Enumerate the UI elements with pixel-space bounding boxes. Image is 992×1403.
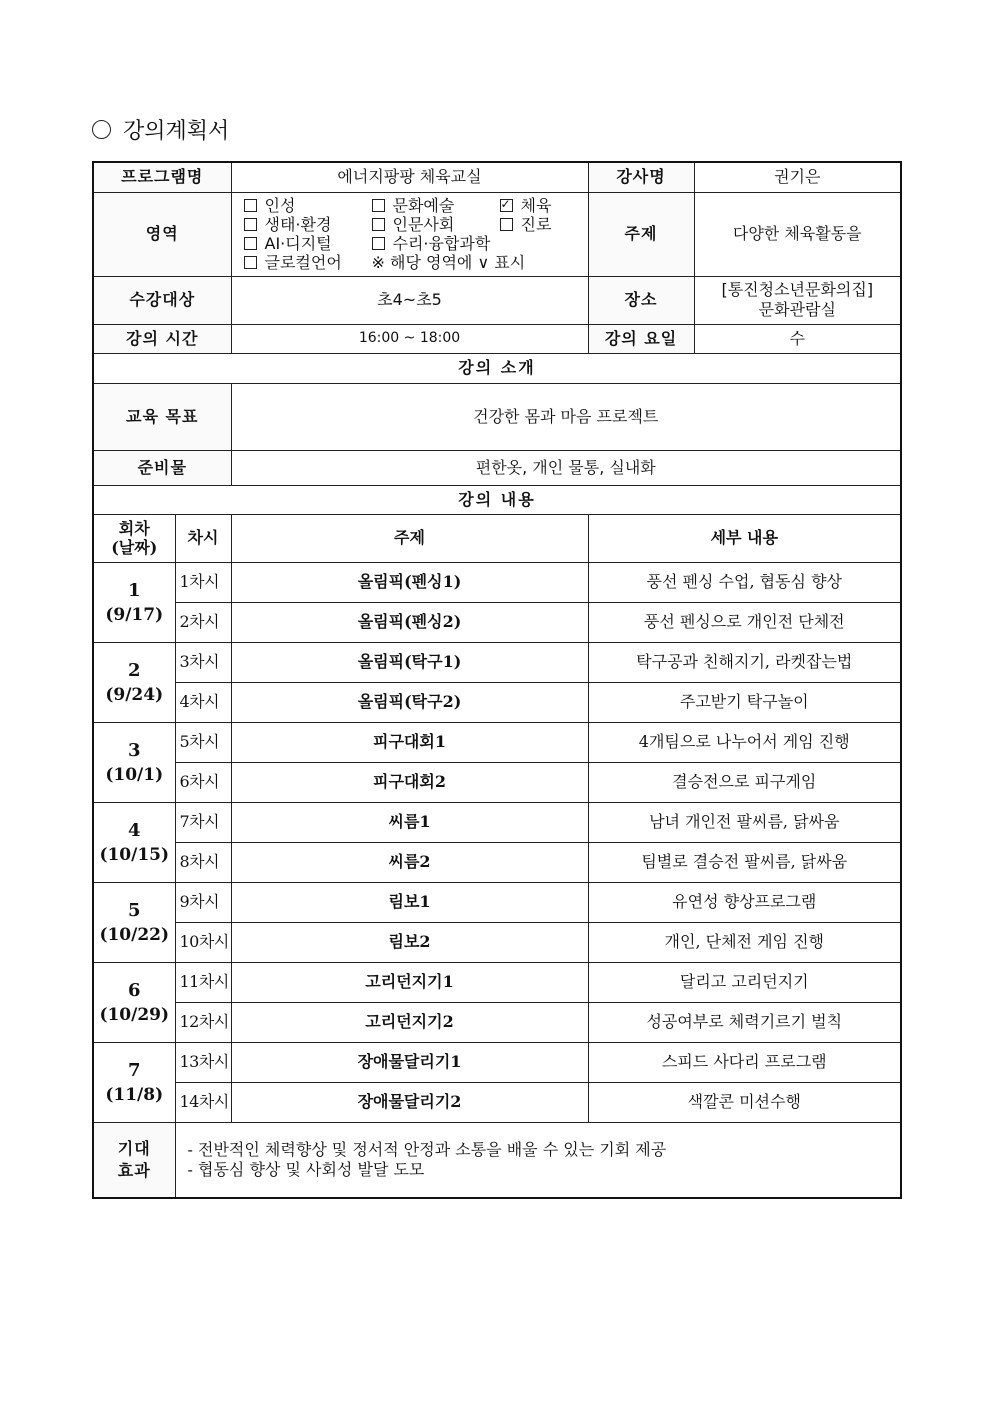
time-value: 16:00 ~ 18:00 [231,324,588,353]
area-option[interactable]: 생태·환경 [244,215,372,234]
detail-cell: 유연성 향상프로그램 [588,882,901,922]
session-number: 7 [127,1060,141,1082]
table-row [93,1002,901,1042]
topic-cell: 올림픽(탁구2) [231,682,588,722]
place-line: 문화관람실 [758,300,836,319]
effect-item: - 협동심 향상 및 사회성 발달 도모 [187,1159,425,1179]
day-label: 강의 요일 [588,324,694,353]
detail-cell: 스피드 사다리 프로그램 [588,1042,901,1082]
subject-value: 다양한 체육활동을 [694,192,901,276]
order-cell: 11차시 [175,962,231,1002]
table-row [93,882,901,922]
order-cell: 9차시 [175,882,231,922]
session-number: 3 [127,740,141,762]
session-date: (10/1) [105,765,164,786]
order-cell: 7차시 [175,802,231,842]
detail-cell: 풍선 펜싱으로 개인전 단체전 [588,602,901,642]
table-row [93,922,901,962]
supplies-value: 편한옷, 개인 물통, 실내화 [231,450,901,485]
program-name-value: 에너지팡팡 체육교실 [231,162,588,192]
program-name-label: 프로그램명 [93,162,231,192]
content-section-header: 강의 내용 [93,485,901,514]
topic-cell: 올림픽(펜싱1) [231,562,588,602]
intro-section-header: 강의 소개 [93,353,901,383]
area-option[interactable]: 문화예술 [372,196,500,215]
order-cell: 12차시 [175,1002,231,1042]
area-option[interactable]: 인문사회 [372,215,500,234]
area-options [231,192,588,276]
session-date: (10/29) [99,1005,170,1026]
order-cell: 4차시 [175,682,231,722]
topic-cell: 올림픽(펜싱2) [231,602,588,642]
area-option[interactable]: ✓ 체육 [500,196,552,215]
session-number: 5 [127,900,141,922]
effect-item: - 전반적인 체력향상 및 정서적 안정과 소통을 배울 수 있는 기회 제공 [187,1139,667,1159]
order-cell: 5차시 [175,722,231,762]
place-value [694,276,901,324]
place-label: 장소 [588,276,694,324]
area-option[interactable]: 글로컬언어 [244,253,372,272]
table-row [93,642,901,682]
supplies-label: 준비물 [93,450,231,485]
topic-cell: 씨름1 [231,802,588,842]
detail-cell: 탁구공과 친해지기, 라켓잡는법 [588,642,901,682]
session-date: (10/15) [99,845,170,866]
detail-cell: 개인, 단체전 게임 진행 [588,922,901,962]
session-cell [93,722,175,802]
session-cell [93,802,175,882]
detail-cell: 4개팀으로 나누어서 게임 진행 [588,722,901,762]
detail-cell: 색깔콘 미션수행 [588,1082,901,1122]
session-date: (9/24) [105,685,164,706]
checkbox-icon [244,199,257,212]
checkbox-icon [244,218,257,231]
area-option[interactable]: 수리·융합과학 [372,234,491,253]
effect-label: 기대 효과 [93,1122,175,1198]
time-label: 강의 시간 [93,324,231,353]
detail-cell: 팀별로 결승전 팔씨름, 닭싸움 [588,842,901,882]
table-row [93,682,901,722]
checkbox-icon [372,218,385,231]
target-value: 초4~초5 [231,276,588,324]
table-row [93,762,901,802]
area-option[interactable]: 인성 [244,196,372,215]
detail-cell: 남녀 개인전 팔씨름, 닭싸움 [588,802,901,842]
detail-cell: 성공여부로 체력기르기 벌칙 [588,1002,901,1042]
area-option[interactable]: 진로 [500,215,552,234]
order-cell: 13차시 [175,1042,231,1082]
target-label: 수강대상 [93,276,231,324]
instructor-value: 권기은 [694,162,901,192]
table-row [93,842,901,882]
detail-column-header: 세부 내용 [588,514,901,562]
topic-cell: 피구대회2 [231,762,588,802]
order-cell: 14차시 [175,1082,231,1122]
topic-cell: 고리던지기2 [231,1002,588,1042]
session-number: 4 [127,820,141,842]
goal-label: 교육 목표 [93,383,231,450]
title-text: 강의계획서 [123,119,230,144]
lecture-plan-table [92,161,902,1199]
order-cell: 10차시 [175,922,231,962]
document-title [92,114,229,145]
table-row [93,1042,901,1082]
table-row [93,562,901,602]
day-value: 수 [694,324,901,353]
order-cell: 1차시 [175,562,231,602]
topic-column-header: 주제 [231,514,588,562]
session-date: (9/17) [105,605,164,626]
order-cell: 6차시 [175,762,231,802]
topic-cell: 장애물달리기1 [231,1042,588,1082]
goal-value: 건강한 몸과 마음 프로젝트 [231,383,901,450]
table-row [93,1082,901,1122]
table-row [93,802,901,842]
order-cell: 2차시 [175,602,231,642]
session-number: 6 [127,980,141,1002]
session-cell [93,642,175,722]
area-note: ※ 해당 영역에 ∨ 표시 [371,253,526,272]
checkbox-icon [244,237,257,250]
session-cell [93,1042,175,1122]
order-cell: 8차시 [175,842,231,882]
instructor-label: 강사명 [588,162,694,192]
checkbox-icon [372,199,385,212]
checkbox-icon [244,256,257,269]
topic-cell: 고리던지기1 [231,962,588,1002]
topic-cell: 올림픽(탁구1) [231,642,588,682]
topic-cell: 피구대회1 [231,722,588,762]
order-column-header: 차시 [175,514,231,562]
order-cell: 3차시 [175,642,231,682]
checkbox-icon [500,218,513,231]
area-label: 영역 [93,192,231,276]
topic-cell: 림보1 [231,882,588,922]
checked-checkbox-icon [500,199,513,212]
table-row [93,962,901,1002]
session-number: 1 [127,580,141,602]
place-line: [통진청소년문화의집] [721,280,874,299]
session-cell [93,882,175,962]
checkbox-icon [372,237,385,250]
topic-cell: 림보2 [231,922,588,962]
detail-cell: 결승전으로 피구게임 [588,762,901,802]
detail-cell: 풍선 펜싱 수업, 협동심 향상 [588,562,901,602]
topic-cell: 장애물달리기2 [231,1082,588,1122]
detail-cell: 주고받기 탁구놀이 [588,682,901,722]
area-option[interactable]: AI·디지털 [244,234,372,253]
session-column-header: 회차 (날짜) [93,514,175,562]
circle-icon [92,120,111,139]
table-row [93,602,901,642]
topic-cell: 씨름2 [231,842,588,882]
effect-value [175,1122,901,1198]
detail-cell: 달리고 고리던지기 [588,962,901,1002]
session-date: (11/8) [105,1085,164,1106]
table-row [93,722,901,762]
subject-label: 주제 [588,192,694,276]
session-date: (10/22) [99,925,170,946]
effect-row [93,1122,901,1198]
session-cell [93,962,175,1042]
session-cell [93,562,175,642]
session-number: 2 [127,660,141,682]
